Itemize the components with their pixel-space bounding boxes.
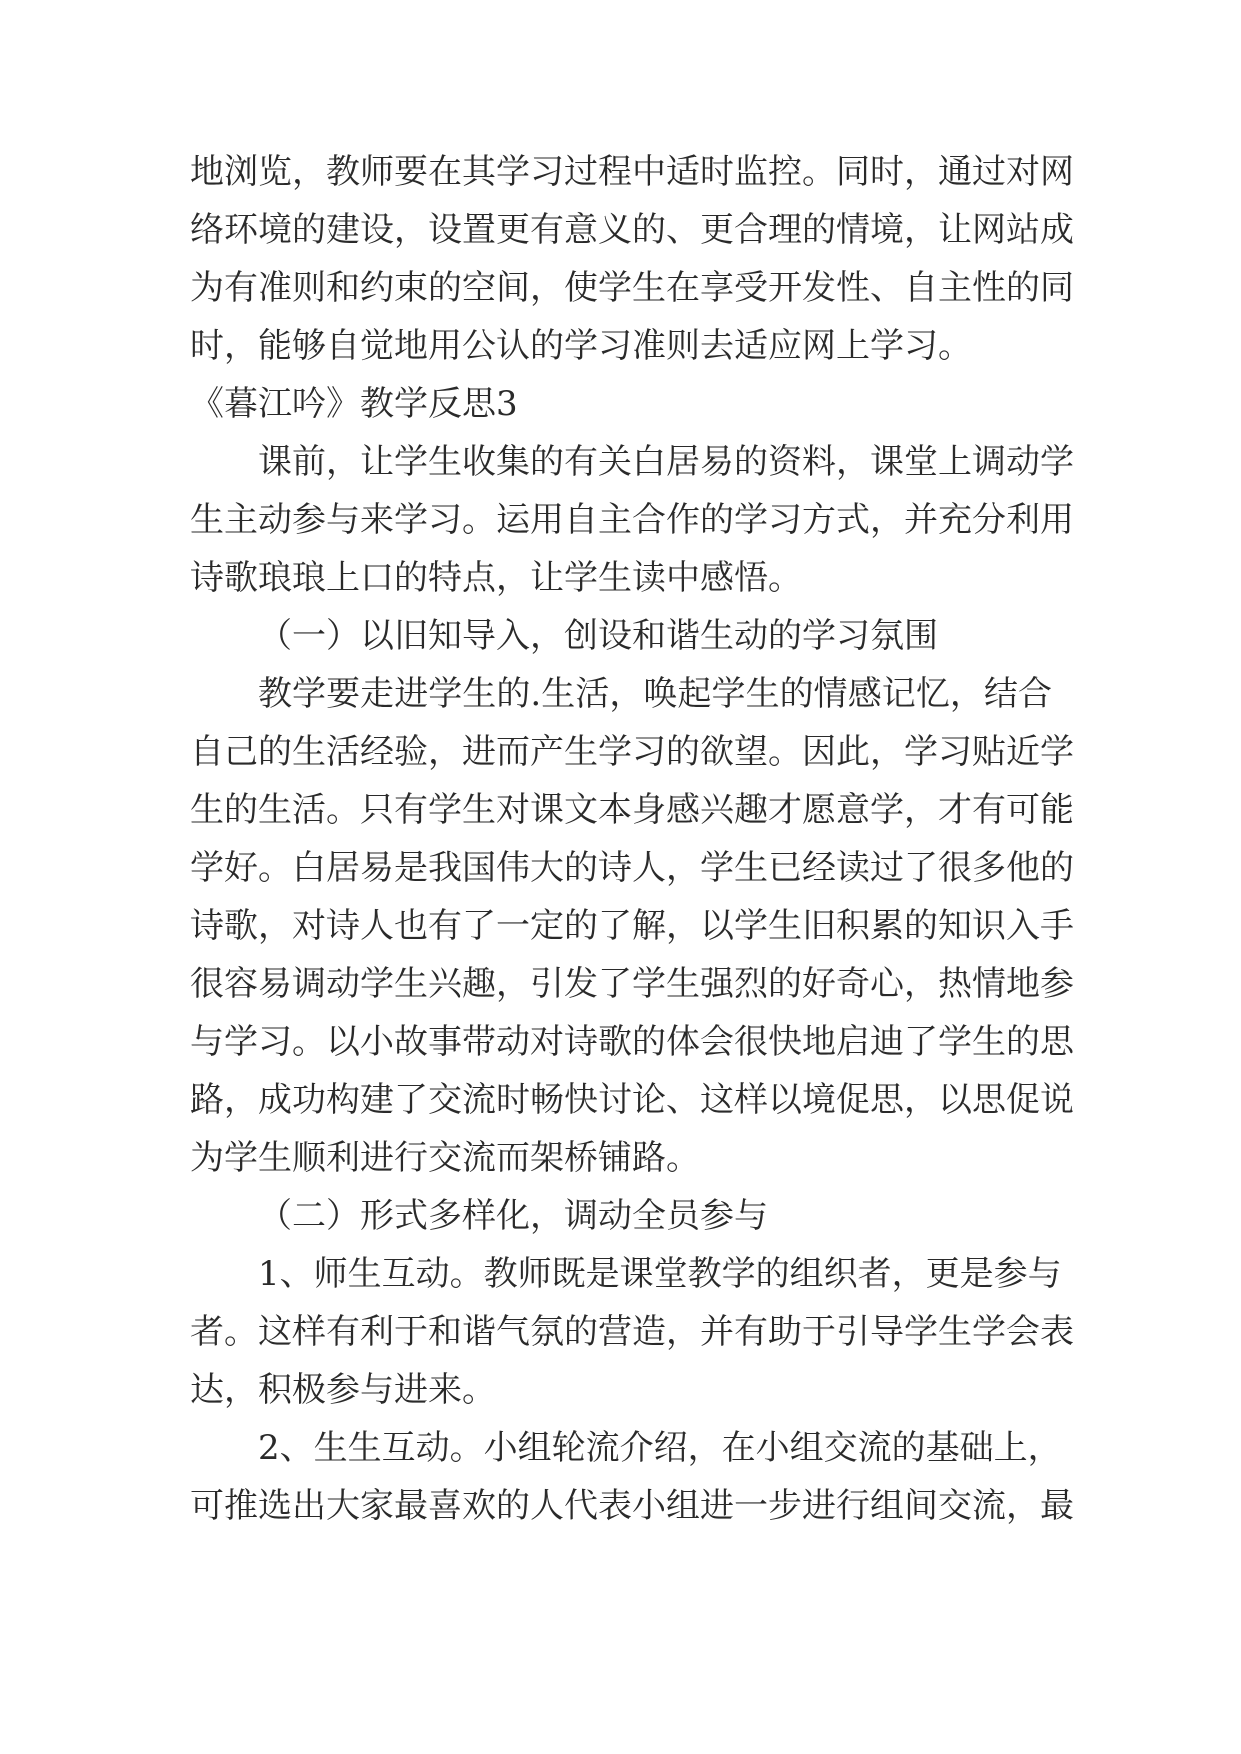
section-heading: 《暮江吟》教学反思3 bbox=[190, 384, 518, 424]
paragraph-line-2: 络环境的建设，设置更有意义的、更合理的情境，让网站成 bbox=[190, 210, 1074, 250]
paragraph-line-6: 课前，让学生收集的有关白居易的资料，课堂上调动学 bbox=[258, 442, 1074, 482]
paragraph-line-11: 自己的生活经验，进而产生学习的欲望。因此，学习贴近学 bbox=[190, 732, 1074, 772]
paragraph-line-8: 诗歌琅琅上口的特点，让学生读中感悟。 bbox=[190, 558, 802, 598]
paragraph-line-21: 者。这样有利于和谐气氛的营造，并有助于引导学生学会表 bbox=[190, 1312, 1074, 1352]
paragraph-line-3: 为有准则和约束的空间，使学生在享受开发性、自主性的同 bbox=[190, 268, 1074, 308]
paragraph-line-23: 2、生生互动。小组轮流介绍，在小组交流的基础上， bbox=[258, 1428, 1062, 1468]
paragraph-line-24: 可推选出大家最喜欢的人代表小组进一步进行组间交流，最 bbox=[190, 1486, 1074, 1526]
paragraph-line-17: 路，成功构建了交流时畅快讨论、这样以境促思，以思促说 bbox=[190, 1080, 1074, 1120]
paragraph-line-7: 生主动参与来学习。运用自主合作的学习方式，并充分利用 bbox=[190, 500, 1074, 540]
paragraph-line-10: 教学要走进学生的.生活，唤起学生的情感记忆，结合 bbox=[258, 674, 1052, 714]
paragraph-line-20: 1、师生互动。教师既是课堂教学的组织者，更是参与 bbox=[258, 1254, 1062, 1294]
subheading-1: （一）以旧知导入，创设和谐生动的学习氛围 bbox=[258, 616, 938, 656]
subheading-2: （二）形式多样化，调动全员参与 bbox=[258, 1196, 768, 1236]
paragraph-line-1: 地浏览，教师要在其学习过程中适时监控。同时，通过对网 bbox=[190, 152, 1074, 192]
paragraph-line-16: 与学习。以小故事带动对诗歌的体会很快地启迪了学生的思 bbox=[190, 1022, 1074, 1062]
paragraph-line-4: 时，能够自觉地用公认的学习准则去适应网上学习。 bbox=[190, 326, 972, 366]
paragraph-line-22: 达，积极参与进来。 bbox=[190, 1370, 496, 1410]
paragraph-line-12: 生的生活。只有学生对课文本身感兴趣才愿意学，才有可能 bbox=[190, 790, 1074, 830]
paragraph-line-14: 诗歌，对诗人也有了一定的了解，以学生旧积累的知识入手 bbox=[190, 906, 1074, 946]
paragraph-line-13: 学好。白居易是我国伟大的诗人，学生已经读过了很多他的 bbox=[190, 848, 1074, 888]
paragraph-line-15: 很容易调动学生兴趣，引发了学生强烈的好奇心，热情地参 bbox=[190, 964, 1074, 1004]
paragraph-line-18: 为学生顺利进行交流而架桥铺路。 bbox=[190, 1138, 700, 1178]
